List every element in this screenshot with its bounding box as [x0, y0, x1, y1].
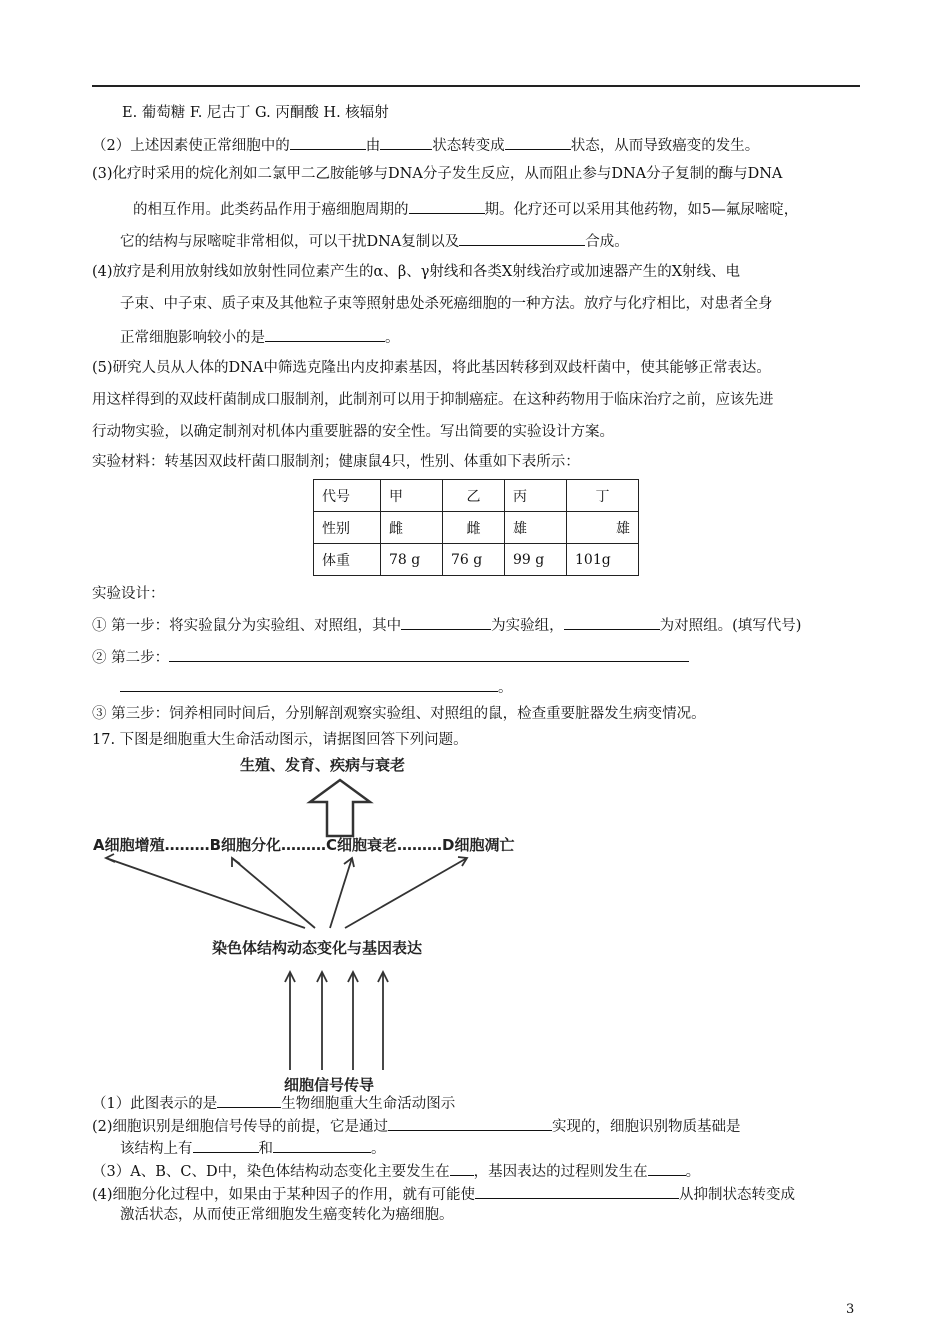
table-row: [314, 544, 639, 576]
question-5-line-2: 用这样得到的双歧杆菌制成口服制剂，此制剂可以用于抑制癌症。在这种药物用于临床治疗之前，应该先进: [92, 392, 774, 408]
blank-4a[interactable]: [265, 326, 385, 342]
q17-sub-4: (4)细胞分化过程中，如果由于某种因子的作用，就有可能使 从抑制状态转变成: [92, 1183, 795, 1205]
arrow-to-a-icon: [106, 858, 305, 928]
blank-2c[interactable]: [505, 134, 571, 150]
table-cell: 101g: [567, 544, 639, 576]
blank-2a[interactable]: [290, 134, 366, 150]
question-4-line-2: 子束、中子束、质子束及其他粒子束等照射患处杀死癌细胞的一种方法。放疗与化疗相比，对患者全身: [120, 296, 773, 312]
blank-step-2-line-1[interactable]: [169, 646, 689, 662]
question-5-line-3: 行动物实验，以确定制剂对机体内重要脏器的安全性。写出简要的实验设计方案。: [92, 424, 614, 440]
materials-line: 实验材料：转基因双歧杆菌口服制剂；健康鼠4只，性别、体重如下表所示：: [92, 454, 580, 470]
blank-17-2a[interactable]: [388, 1115, 552, 1131]
blank-step-2-line-2[interactable]: [120, 676, 498, 692]
table-cell: 代号: [314, 480, 381, 512]
table-cell: 雄: [567, 512, 639, 544]
table-cell: 乙: [443, 480, 505, 512]
blank-17-2c[interactable]: [273, 1137, 371, 1153]
design-step-3: ③ 第三步：饲养相同时间后，分别解剖观察实验组、对照组的鼠，检查重要脏器发生病变情况。: [92, 706, 706, 722]
q17-sub-4-continued: 激活状态，从而使正常细胞发生癌变转化为癌细胞。: [120, 1207, 454, 1223]
table-cell: 雌: [381, 512, 443, 544]
design-step-1: ① 第一步：将实验鼠分为实验组、对照组，其中 为实验组， 为对照组。(填写代号): [92, 614, 801, 636]
table-cell: 体重: [314, 544, 381, 576]
blank-control-group[interactable]: [564, 614, 660, 630]
question-4-line-1: (4)放疗是利用放射线如放射性同位素产生的α、β、γ射线和各类X射线治疗或加速器产生的X射线、电: [92, 264, 741, 280]
table-cell: 丁: [567, 480, 639, 512]
diagram-middle-label: 染色体结构动态变化与基因表达: [212, 939, 423, 957]
question-5-line-1: (5)研究人员从人体的DNA中筛选克隆出内皮抑素基因，将此基因转移到双歧杆菌中，使其能够正常表达。: [92, 360, 771, 376]
q17-sub-2: (2)细胞识别是细胞信号传导的前提，它是通过 实现的，细胞识别物质基础是: [92, 1115, 741, 1137]
header-rule: [92, 85, 860, 87]
arrow-to-d-icon: [345, 858, 467, 928]
diagram-arrows: [106, 854, 467, 1070]
blank-17-1[interactable]: [217, 1092, 281, 1108]
blank-experimental-group[interactable]: [401, 614, 491, 630]
blank-2b[interactable]: [380, 134, 432, 150]
arrow-to-c-icon: [330, 858, 352, 928]
question-2: （2）上述因素使正常细胞中的 由 状态转变成 状态，从而导致癌变的发生。: [92, 134, 759, 156]
blank-3a[interactable]: [409, 198, 485, 214]
design-title: 实验设计：: [92, 586, 165, 602]
cell-activity-diagram: [90, 750, 570, 1095]
question-4-line-3: 正常细胞影响较小的是 。: [120, 326, 400, 348]
table-cell: 78 g: [381, 544, 443, 576]
mice-table: [313, 479, 639, 576]
question-17: 17. 下图是细胞重大生命活动图示，请据图回答下列问题。: [92, 732, 468, 748]
blank-17-3a[interactable]: [450, 1160, 474, 1176]
table-row: [314, 480, 639, 512]
diagram-bottom-label: 细胞信号传导: [284, 1076, 375, 1094]
blank-17-3b[interactable]: [648, 1160, 686, 1176]
question-3-line-1: (3)化疗时采用的烷化剂如二氯甲二乙胺能够与DNA分子发生反应，从而阻止参与DNA分子复制的酶与DNA: [92, 166, 783, 182]
up-arrow-icon: [310, 780, 370, 836]
blank-17-2b[interactable]: [193, 1137, 259, 1153]
table-cell: 甲: [381, 480, 443, 512]
page-number: 3: [846, 1302, 855, 1317]
table-cell: 76 g: [443, 544, 505, 576]
table-cell: 雄: [505, 512, 567, 544]
q17-sub-3: （3）A、B、C、D中，染色体结构动态变化主要发生在 ，基因表达的过程则发生在 。: [92, 1160, 700, 1182]
question-3-line-3: 它的结构与尿嘧啶非常相似，可以干扰DNA复制以及 合成。: [120, 230, 629, 252]
diagram-process-row: A细胞增殖………B细胞分化………C细胞衰老………D细胞凋亡: [93, 836, 515, 854]
q17-sub-1: （1）此图表示的是 生物细胞重大生命活动图示: [92, 1092, 455, 1114]
design-step-2: ② 第二步：: [92, 646, 689, 668]
blank-17-4[interactable]: [475, 1183, 679, 1199]
diagram-top-label: 生殖、发育、疾病与衰老: [240, 756, 406, 774]
table-cell: 99 g: [505, 544, 567, 576]
options-line: E. 葡萄糖 F. 尼古丁 G. 丙酮酸 H. 核辐射: [122, 105, 389, 121]
table-cell: 性别: [314, 512, 381, 544]
table-row: [314, 512, 639, 544]
table-cell: 丙: [505, 480, 567, 512]
table-cell: 雌: [443, 512, 505, 544]
q17-sub-2-continued: 该结构上有 和 。: [120, 1137, 386, 1159]
blank-3b[interactable]: [459, 230, 585, 246]
design-step-2-continued: 。: [120, 676, 513, 698]
question-3-line-2: 的相互作用。此类药品作用于癌细胞周期的 期。化疗还可以采用其他药物，如5—氟尿嘧啶，: [133, 198, 798, 220]
